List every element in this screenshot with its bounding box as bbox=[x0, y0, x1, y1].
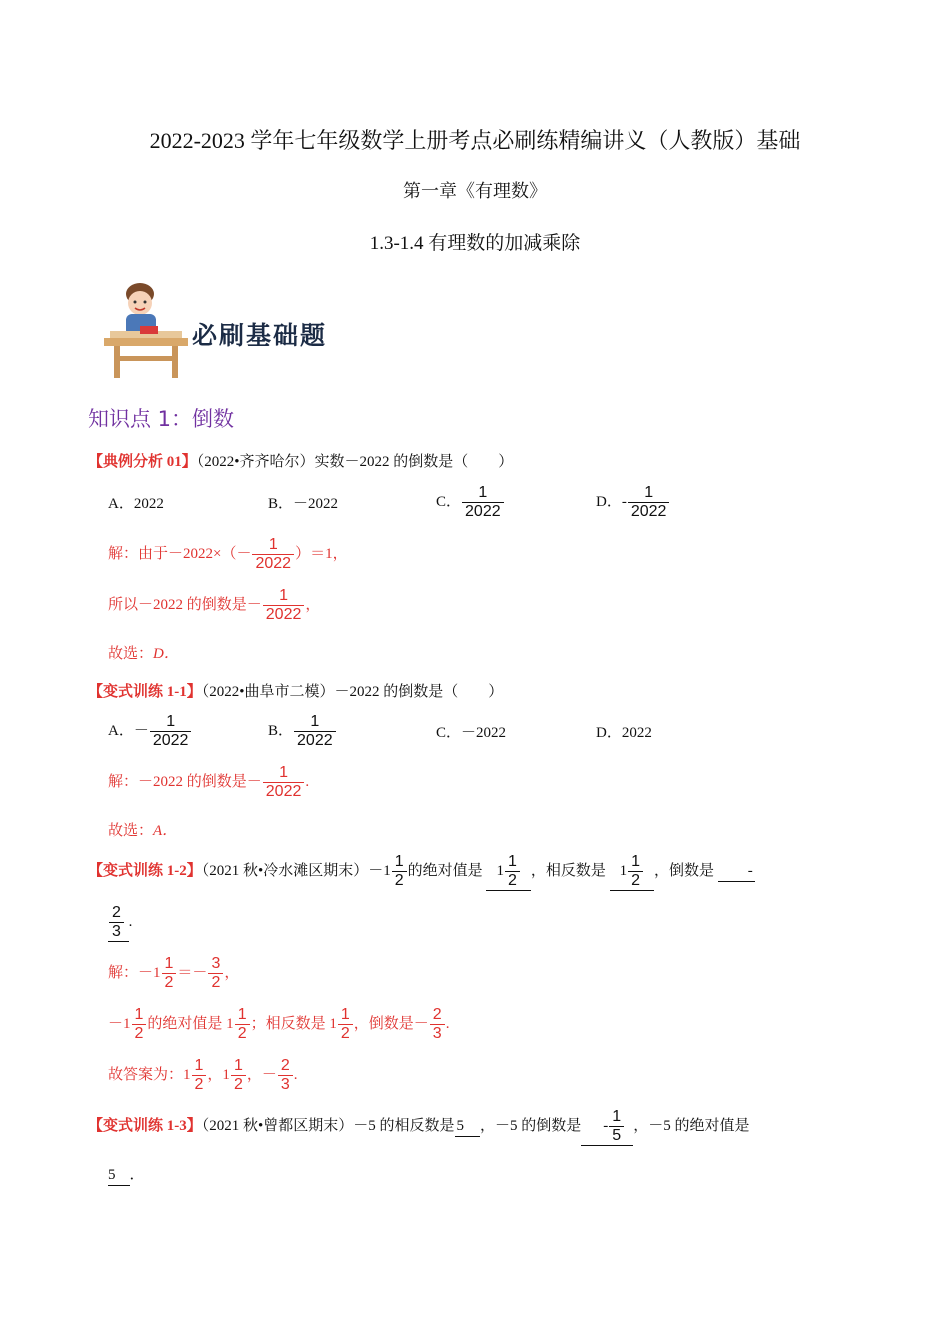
fraction bbox=[263, 587, 305, 624]
denominator: 2 bbox=[507, 872, 517, 889]
fraction bbox=[162, 955, 177, 992]
q2-solution-line1 bbox=[108, 764, 309, 801]
answer-label: 故选： bbox=[108, 646, 154, 662]
solution-text: ）＝1， bbox=[295, 545, 348, 562]
opposite-blank bbox=[455, 1116, 481, 1137]
fraction bbox=[192, 1057, 207, 1094]
answer-text: ，1 bbox=[207, 1066, 230, 1083]
answer-text: . bbox=[293, 1066, 298, 1083]
banner-label: 必刷基础题 bbox=[192, 321, 328, 350]
reciprocal-blank-start bbox=[718, 861, 755, 882]
numerator: 1 bbox=[392, 853, 407, 872]
q1-answer bbox=[108, 644, 179, 664]
numerator: 1 bbox=[192, 1057, 207, 1076]
denominator: 2 bbox=[194, 1076, 204, 1093]
answer-value: A． bbox=[153, 823, 178, 839]
fraction bbox=[338, 1006, 353, 1043]
q2-option-b bbox=[268, 713, 337, 750]
student-at-desk-icon bbox=[100, 276, 200, 381]
denominator: 3 bbox=[280, 1076, 290, 1093]
solution-text: 解：－2022 的倒数是－ bbox=[108, 773, 262, 790]
fraction bbox=[430, 1006, 445, 1043]
q1-option-d bbox=[596, 484, 670, 521]
denominator: 5 bbox=[612, 1127, 622, 1144]
minus-sign: - bbox=[621, 493, 627, 510]
q3-solution-line2 bbox=[108, 1006, 449, 1043]
fraction bbox=[294, 713, 336, 750]
section-title: 1.3-1.4 有理数的加减乘除 bbox=[369, 233, 581, 254]
q3-stem-continuation bbox=[108, 904, 132, 942]
denominator: 2022 bbox=[152, 732, 189, 749]
numerator: 2 bbox=[430, 1006, 445, 1025]
stem-text: （2021 秋•冷水滩区期末）－1 bbox=[201, 862, 391, 879]
q2-option-a bbox=[108, 713, 192, 750]
q1-tag: 【典例分析 01】 bbox=[88, 454, 197, 470]
q1-stem-line bbox=[88, 452, 513, 472]
solution-text: 的绝对值是 1 bbox=[147, 1015, 234, 1032]
q1-stem: （2022•齐齐哈尔）实数－2022 的倒数是（ ） bbox=[196, 454, 514, 470]
q3-answer-line bbox=[108, 1057, 298, 1094]
fraction bbox=[263, 764, 305, 801]
q4-tag: 【变式训练 1-3】 bbox=[88, 1117, 202, 1134]
fraction bbox=[628, 853, 643, 890]
q2-tag: 【变式训练 1-1】 bbox=[88, 684, 202, 700]
q4-stem-continuation bbox=[108, 1165, 145, 1186]
answer-text: 故答案为：1 bbox=[108, 1066, 191, 1083]
solution-text: . bbox=[445, 1015, 450, 1032]
solution-text: ， bbox=[305, 596, 321, 613]
denominator: 2022 bbox=[630, 503, 667, 520]
reciprocal-blank-end bbox=[108, 904, 129, 942]
q2-stem-line bbox=[88, 682, 503, 702]
numerator: 1 bbox=[235, 1006, 250, 1025]
solution-text: 解：－1 bbox=[108, 964, 161, 981]
stem-text: ，－5 的倒数是 bbox=[480, 1117, 582, 1134]
numerator: 2 bbox=[109, 904, 124, 923]
answer-label: 故选： bbox=[108, 823, 154, 839]
denominator: 3 bbox=[112, 923, 121, 940]
numerator: 1 bbox=[628, 484, 670, 503]
fraction bbox=[392, 853, 407, 890]
q2-option-b-label: B． bbox=[268, 722, 294, 739]
blank-value: 1 bbox=[619, 862, 628, 879]
blank-value: - bbox=[603, 1117, 609, 1134]
numerator: 1 bbox=[263, 764, 305, 783]
fraction bbox=[278, 1057, 293, 1094]
q1-option-c-label: C． bbox=[436, 493, 462, 510]
fraction bbox=[628, 484, 670, 521]
numerator: 1 bbox=[462, 484, 504, 503]
solution-text: ，倒数是－ bbox=[353, 1015, 429, 1032]
solution-text: 解：由于－2022×（－ bbox=[108, 545, 252, 562]
q2-stem: （2022•曲阜市二模）－2022 的倒数是（ ） bbox=[201, 684, 504, 700]
q3-tag: 【变式训练 1-2】 bbox=[88, 862, 202, 879]
blank-value: 1 bbox=[496, 862, 504, 879]
answer-text: ，－ bbox=[246, 1066, 277, 1083]
numerator: 1 bbox=[150, 713, 192, 732]
denominator: 2 bbox=[233, 1076, 243, 1093]
fraction bbox=[150, 713, 192, 750]
denominator: 2022 bbox=[265, 606, 302, 623]
stem-text: ． bbox=[129, 1167, 145, 1183]
q1-option-d-label: D． bbox=[596, 493, 622, 510]
banner bbox=[100, 276, 360, 381]
fraction bbox=[235, 1006, 250, 1043]
abs-value-blank bbox=[486, 853, 530, 891]
q1-option-b: B．－2022 bbox=[268, 496, 339, 512]
denominator: 2 bbox=[134, 1025, 144, 1042]
numerator: 1 bbox=[162, 955, 177, 974]
stem-text: ，倒数是 bbox=[654, 862, 715, 879]
q1-solution-line1 bbox=[108, 536, 348, 573]
stem-text: ，－5 的绝对值是 bbox=[633, 1117, 750, 1134]
q2-answer bbox=[108, 821, 177, 841]
answer-value: D． bbox=[153, 646, 179, 662]
numerator: 1 bbox=[505, 853, 520, 872]
fraction bbox=[252, 536, 294, 573]
denominator: 2 bbox=[211, 974, 221, 991]
numerator: 1 bbox=[338, 1006, 353, 1025]
q2-option-c: C．－2022 bbox=[436, 725, 507, 741]
stem-text: （2021 秋•曾都区期末）－5 的相反数是 bbox=[201, 1117, 455, 1134]
q3-solution-line1 bbox=[108, 955, 239, 992]
q4-stem-line bbox=[88, 1108, 749, 1146]
numerator: 1 bbox=[132, 1006, 147, 1025]
fraction bbox=[462, 484, 504, 521]
numerator: 1 bbox=[294, 713, 336, 732]
fraction bbox=[231, 1057, 246, 1094]
numerator: 1 bbox=[231, 1057, 246, 1076]
fraction bbox=[132, 1006, 147, 1043]
denominator: 2022 bbox=[465, 503, 501, 520]
q2-option-a-label: A．－ bbox=[108, 722, 149, 739]
page-title: 2022-2023 学年七年级数学上册考点必刷练精编讲义（人教版）基础 bbox=[149, 128, 801, 153]
blank-value: 5 bbox=[108, 1167, 116, 1183]
denominator: 2022 bbox=[265, 783, 302, 800]
solution-text: ， bbox=[224, 964, 240, 981]
numerator: 2 bbox=[278, 1057, 293, 1076]
solution-text: ；相反数是 1 bbox=[250, 1015, 337, 1032]
denominator: 2 bbox=[394, 872, 404, 889]
fraction bbox=[609, 1108, 624, 1145]
stem-text: 的绝对值是 bbox=[407, 862, 483, 879]
denominator: 3 bbox=[432, 1025, 442, 1042]
numerator: 1 bbox=[609, 1108, 624, 1127]
q1-option-a: A．2022 bbox=[108, 496, 164, 512]
abs-value-blank bbox=[108, 1165, 130, 1186]
denominator: 2 bbox=[631, 872, 641, 889]
q1-solution-line2 bbox=[108, 587, 320, 624]
fraction bbox=[109, 904, 124, 941]
q2-option-d: D．2022 bbox=[596, 725, 652, 741]
denominator: 2 bbox=[237, 1025, 247, 1042]
solution-text: ＝－ bbox=[177, 964, 208, 981]
stem-text: . bbox=[128, 913, 133, 930]
reciprocal-blank bbox=[581, 1108, 633, 1146]
numerator: 1 bbox=[252, 536, 294, 555]
chapter-title: 第一章《有理数》 bbox=[403, 181, 547, 201]
denominator: 2022 bbox=[255, 555, 292, 572]
fraction bbox=[505, 853, 520, 890]
numerator: 1 bbox=[263, 587, 305, 606]
opposite-blank bbox=[610, 853, 654, 891]
solution-text: －1 bbox=[108, 1015, 131, 1032]
denominator: 2022 bbox=[297, 732, 333, 749]
denominator: 2 bbox=[340, 1025, 350, 1042]
solution-text: . bbox=[305, 773, 310, 790]
fraction bbox=[208, 955, 223, 992]
q3-stem-line bbox=[88, 853, 755, 891]
blank-value: - bbox=[747, 862, 753, 879]
blank-value: 5 bbox=[456, 1117, 465, 1134]
stem-text: ，相反数是 bbox=[530, 862, 606, 879]
numerator: 1 bbox=[628, 853, 643, 872]
solution-text: 所以－2022 的倒数是－ bbox=[108, 596, 262, 613]
knowledge-point-heading: 知识点 1：倒数 bbox=[88, 407, 235, 431]
numerator: 3 bbox=[208, 955, 223, 974]
q1-option-c bbox=[436, 484, 505, 521]
denominator: 2 bbox=[164, 974, 174, 991]
